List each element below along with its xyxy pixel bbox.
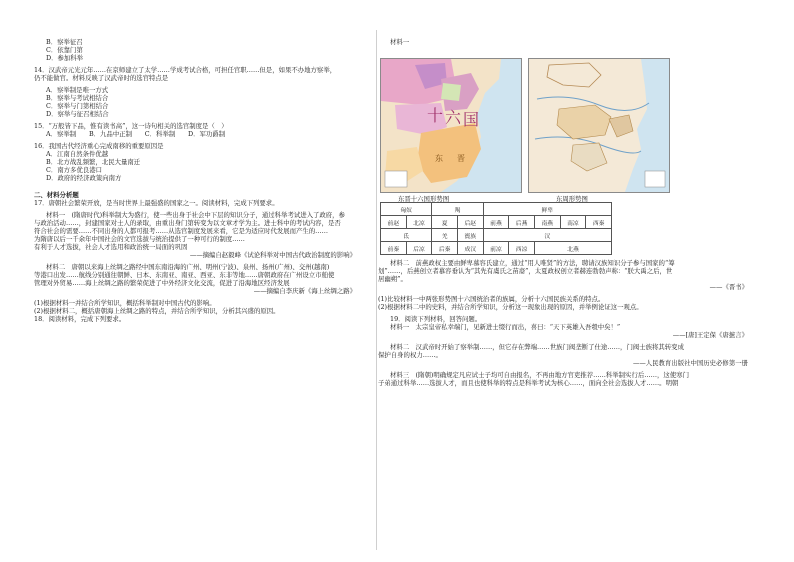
- column-divider: [376, 30, 377, 550]
- right-column: [378, 38, 768, 387]
- section-heading: 二、材料分析题: [34, 191, 79, 199]
- table-cell: 前赵: [381, 216, 407, 229]
- left-column: [34, 38, 376, 323]
- map-label: 晋: [457, 154, 465, 163]
- q13-option-c: C．依靠门第: [46, 46, 83, 54]
- q14-option-a: A．察举制是唯一方式: [46, 86, 109, 94]
- q13-option-d: D．参加科举: [46, 54, 84, 62]
- q19-material1: 材料一 太宗皇帝私幸端门，见新进士缀行而出，喜曰：“天下英雄入吾彀中矣！”: [390, 323, 621, 331]
- material2-line: 居幽朔”。: [378, 275, 407, 283]
- table-cell: 前秦: [381, 242, 407, 255]
- q16-option-d: D．政府的经济政策向南方: [46, 174, 122, 182]
- table-cell: 鲜卑: [483, 203, 611, 216]
- table-cell: 羌: [432, 229, 458, 242]
- q17-material2-source: ——摘编自李庆新《海上丝绸之路》: [253, 287, 356, 295]
- q17-ask-1: (1)根据材料一并结合所学知识，概括科举制对中国古代的影响。: [34, 299, 216, 307]
- table-cell: 后凉: [406, 242, 432, 255]
- q17-ask-2: (2)根据材料二，概括唐朝海上丝绸之路的特点，并结合所学知识，分析其兴盛的原因。: [34, 307, 280, 315]
- q19-material3-line: 子弟通过科举……选拔人才，而且也使科举的特点是科举考试为核心……，面向全社会选拔人才……。明朝: [378, 379, 679, 387]
- table-cell: 南凉: [560, 216, 586, 229]
- table-cell: 南燕: [534, 216, 560, 229]
- q13-option-b: B．察举征召: [46, 38, 83, 46]
- table-cell: 西凉: [509, 242, 535, 255]
- q17-material2-line: 等港口出发……航线分别通往朝鲜、日本、东南亚、南亚、西亚、东非等地……唐朝政府在广州设立市舶使: [34, 271, 335, 279]
- table-row: [381, 203, 612, 216]
- material2-source: ——《晋书》: [709, 283, 748, 291]
- table-row: [381, 229, 612, 242]
- q19-material3-line: 材料三 (隋朝)明确规定凡应试士子均可自由报名，不再由地方官吏推荐……科举制实行后……，这使寒门: [390, 371, 689, 379]
- maps-block: [378, 48, 768, 203]
- q18-stem: 18．阅读材料，完成下列要求。: [34, 315, 126, 323]
- map-image: [380, 58, 522, 193]
- q15-stem: 15．“万般皆下品，惟有读书高”，这一诗句相关的选官制度是（ ）: [34, 122, 228, 130]
- q19-material2-line: 保护自身的权力……。: [378, 351, 442, 359]
- map-label: 国: [463, 110, 480, 129]
- q18-ask-1: (1)比较材料一中两张形势图十六国统治者的族属，分析十六国民族关系的特点。: [378, 295, 605, 303]
- table-cell: 北凉: [406, 216, 432, 229]
- table-cell: 前燕: [483, 216, 509, 229]
- q19-material1-source: ——[唐]王定保《唐摭言》: [672, 331, 748, 339]
- table-cell: 夏: [432, 216, 458, 229]
- q16-option-a: A．江南自然条件优越: [46, 150, 109, 158]
- material2-line: 划”……，后燕创立者慕容垂认为“其先有虞氏之苗裔”，太夏政权创立者赫连勃勃声称：“朕大禹之后，世: [378, 267, 673, 275]
- table-cell: 汉: [483, 229, 611, 242]
- q17-material1-line: 为隋唐以后一千余年中国社会的文官选拔与统治提供了一种可行的制度……: [34, 235, 245, 243]
- table-cell: 氐: [381, 229, 432, 242]
- table-cell: 羯: [432, 203, 483, 216]
- q19-material2-line: 材料二 汉武帝时开始了察举制……，但它存在弊端……世族门阀垄断了仕途……，门阀士族将其转变成: [390, 343, 684, 351]
- q19-material2-source: ——人民教育出版社中国历史必修第一册: [632, 359, 748, 367]
- map-image: [528, 58, 670, 193]
- table-cell: 西秦: [586, 216, 612, 229]
- table-row: [381, 216, 612, 229]
- q17-material1-line: 符合社会的需要……不同出身的人都可报考……从选官制度发展来看，它是为适应时代发展而产生的……: [34, 227, 328, 235]
- table-cell: 前凉: [483, 242, 509, 255]
- q17-material1-line: 与政治活动……，封建国家对士人的录取，由重出身门第转变为以文章才学为主。进士科中的考试内容，是否: [34, 219, 341, 227]
- map-label: 十: [427, 106, 444, 125]
- q17-stem: 17．唐朝社会繁荣开放，是当时世界上最强盛的国家之一。阅读材料，完成下列要求。: [34, 199, 279, 207]
- q17-material1-source: ——摘编自赵毅峰《试论科举对中国古代政治制度的影响》: [189, 251, 356, 259]
- q17-material1-line: 材料一 (隋唐时代)科举制大为盛行，使一些出身于社会中下层的知识分子，通过科举考试进入了政府，参: [46, 211, 345, 219]
- map-label: 东: [435, 154, 443, 163]
- q16-stem: 16．我国古代经济重心完成南移的重要原因是: [34, 142, 164, 150]
- map1-caption: 东晋十六国形势图: [398, 195, 450, 203]
- q17-material2-line: 管理对外贸易……海上丝绸之路的繁荣促进了中外经济文化交流，促进了沿海地区经济发展: [34, 279, 290, 287]
- table-cell: 北燕: [534, 242, 611, 255]
- q17-material2-line: 材料二 唐朝以来海上丝绸之路经中国东南沿海的广州、明州(宁波)、泉州、扬州(广州)、交州(越南): [46, 263, 330, 271]
- q15-options: A．察举制 B．九品中正制 C．科举制 D．军功爵制: [46, 130, 226, 138]
- q14-stem-2: 仍不能做官。材料反映了汉武帝时的选官特点是: [34, 74, 169, 82]
- table-cell: 后燕: [509, 216, 535, 229]
- map2-caption: 东周形势图: [556, 195, 588, 203]
- map-label: 六: [445, 108, 462, 127]
- q14-option-b: B．察举与考试相结合: [46, 94, 109, 102]
- q16-option-b: B．北方战乱频繁，北民大量南迁: [46, 158, 141, 166]
- q19-stem: 19．阅读下列材料，回答问题。: [390, 315, 482, 323]
- table-cell: 后秦: [432, 242, 458, 255]
- q14-option-d: D．察举与征召相结合: [46, 110, 109, 118]
- table-row: [381, 242, 612, 255]
- table-cell: 賨族: [457, 229, 483, 242]
- table-cell: 后赵: [457, 216, 483, 229]
- q17-material1-line: 有利于人才选拔，社会人才选用和政治统一局面的巩固: [34, 243, 188, 251]
- q14-option-c: C．察举与门第相结合: [46, 102, 109, 110]
- q16-option-c: C．南方多优良港口: [46, 166, 103, 174]
- table-cell: 成汉: [457, 242, 483, 255]
- material2-line: 材料二 前燕政权主要由鲜卑慕容氏建立，通过“用人唯贤”的方法，聘请汉族知识分子参与国家的“筹: [390, 259, 675, 267]
- q18-ask-2: (2)根据材料二中的史料，并结合所学知识，分析这一现象出现的原因，并举例论证这一观点。: [378, 303, 643, 311]
- table-cell: 匈奴: [381, 203, 432, 216]
- q14-stem-1: 14．汉武帝元光元年……在京师建立了太学……学成考试合格，可担任官职……但是，如果不办地方察举，: [34, 66, 337, 74]
- material1-title: 材料一: [390, 38, 410, 46]
- ethnic-table: [380, 202, 612, 255]
